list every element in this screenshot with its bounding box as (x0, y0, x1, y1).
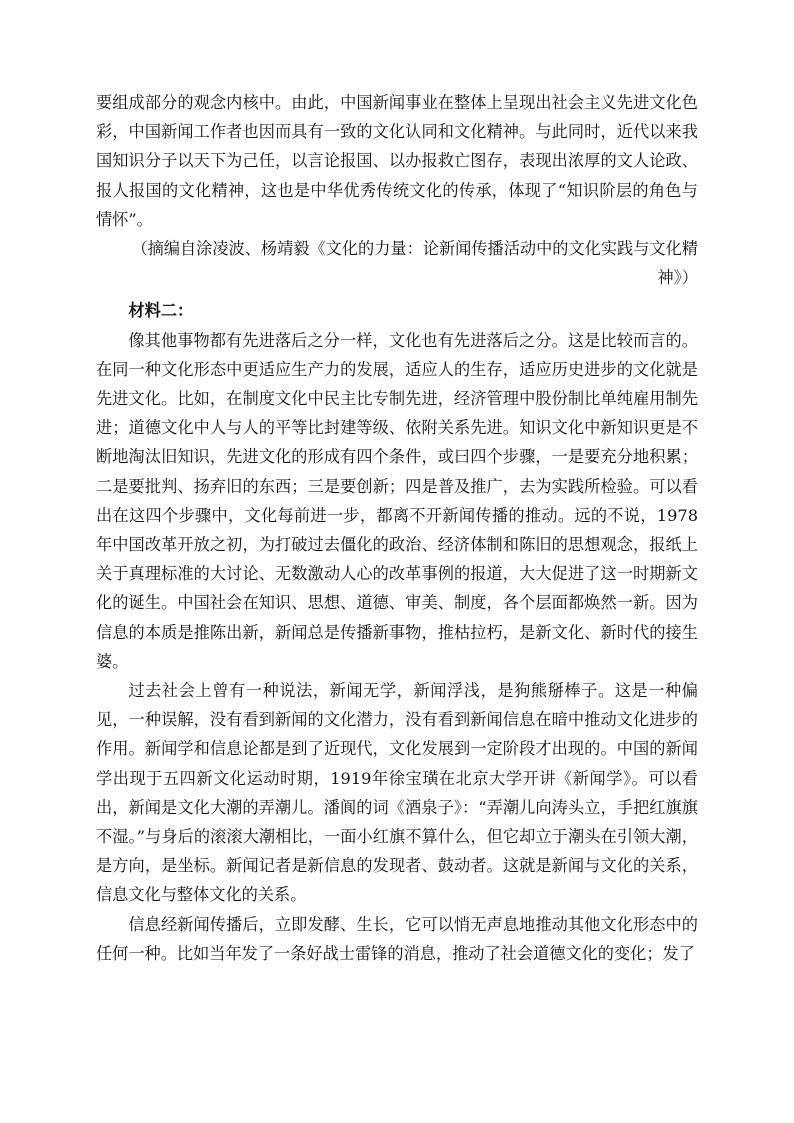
paragraph-advanced-culture: 像其他事物都有先进落后之分一样，文化也有先进落后之分。这是比较而言的。在同一种文化形态中更适应生产力的发展，适应人的生存，适应历史进步的文化就是先进文化。比如，在制度文化中民主比专制先进，经济管理中股份制比单纯雇用制先进；道德文化中人与人的平等比封建等级、依附关系先进。知识文化中新知识更是不断地淘汰旧知识，先进文化的形成有四个条件，或曰四个步骤，一是要充分地积累；二是要批判、扬弃旧的东西；三是要创新；四是普及推广，去为实践所检验。可以看出在这四个步骤中，文化每前进一步，都离不开新闻传播的推动。远的不说，1978年中国改革开放之初，为打破过去僵化的政治、经济体制和陈旧的思想观念，报纸上关于真理标准的大讨论、无数激动人心的改革事例的报道，大大促进了这一时期新文化的诞生。中国社会在知识、思想、道德、审美、制度，各个层面都焕然一新。因为信息的本质是推陈出新，新闻总是传播新事物，推枯拉朽，是新文化、新时代的接生婆。 (96, 330, 698, 671)
paragraph-journalism-prejudice: 过去社会上曾有一种说法，新闻无学，新闻浮浅，是狗熊掰棒子。这是一种偏见，一种误解，没有看到新闻的文化潜力，没有看到新闻信息在暗中推动文化进步的作用。新闻学和信息论都是到了近现代，文化发展到一定阶段才出现的。中国的新闻学出现于五四新文化运动时期，1919年徐宝璜在北京大学开讲《新闻学》。可以看出，新闻是文化大潮的弄潮儿。潘阆的词《酒泉子》：“弄潮儿向涛头立，手把红旗旗不湿。”与身后的滚滚大潮相比，一面小红旗不算什么，但它却立于潮头在引领大潮，是方向，是坐标。新闻记者是新信息的发现者、鼓动者。这就是新闻与文化的关系，信息文化与整体文化的关系。 (96, 681, 698, 905)
source-citation: （摘编自涂凌波、杨靖毅《文化的力量：论新闻传播活动中的文化实践与文化精神》） (131, 239, 698, 288)
document-page (96, 88, 698, 968)
section-heading-material-two: 材料二： (128, 301, 194, 321)
paragraph-information-spread: 信息经新闻传播后，立即发酵、生长，它可以悄无声息地推动其他文化形态中的任何一种。比如当年发了一条好战士雷锋的消息，推动了社会道德文化的变化；发了 (96, 914, 698, 963)
paragraph-continued: 要组成部分的观念内核中。由此，中国新闻事业在整体上呈现出社会主义先进文化色彩，中国新闻工作者也因而具有一致的文化认同和文化精神。与此同时，近代以来我国知识分子以天下为己任，以言论报国、以办报救亡图存，表现出浓厚的文人论政、报人报国的文化精神，这也是中华优秀传统文化的传承，体现了“知识阶层的角色与情怀”。 (96, 93, 698, 229)
